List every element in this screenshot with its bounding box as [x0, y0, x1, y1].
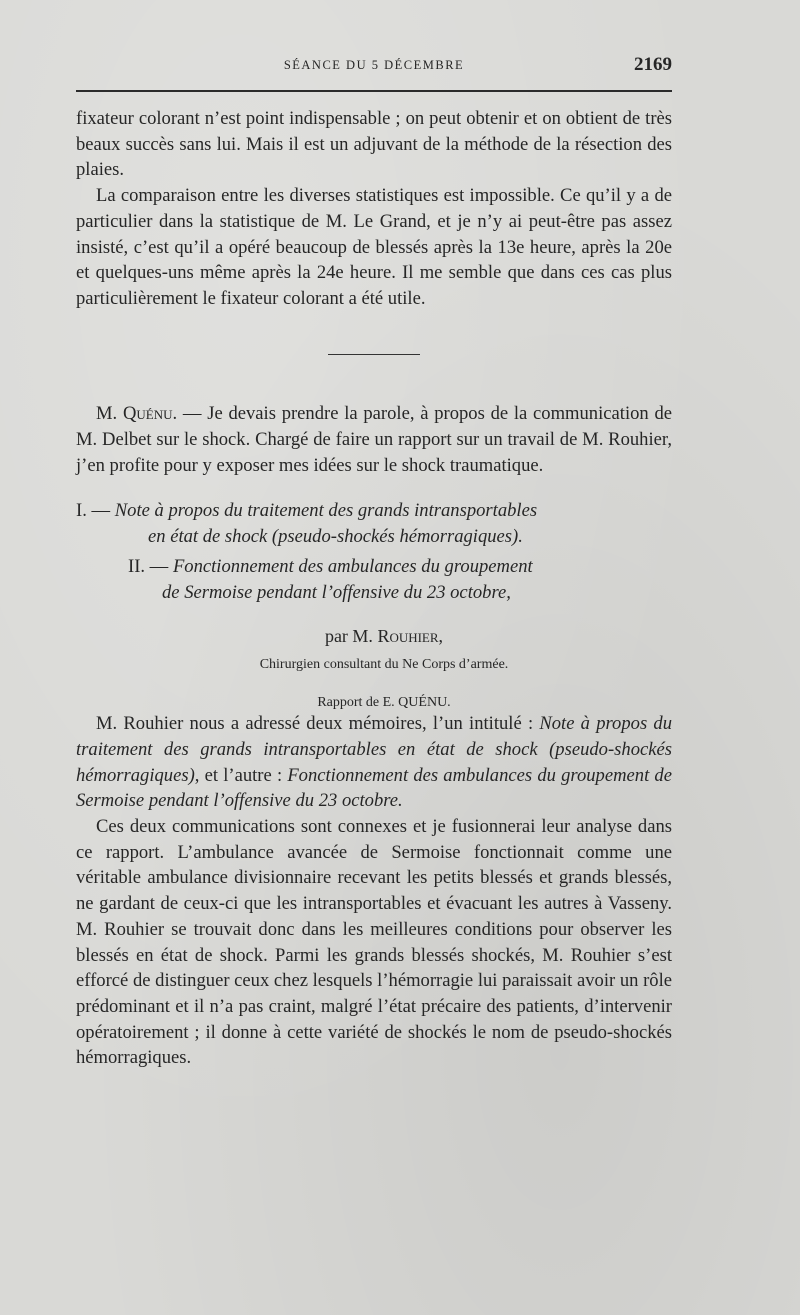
- byline: [76, 626, 672, 647]
- report-p1-title-2: Fonctionnement des ambulances du groupement de Sermoise pendant l’offensive du 23 octobre.: [76, 764, 672, 812]
- title-1-line-1: [76, 498, 672, 524]
- section-separator: [328, 354, 420, 356]
- title-2-text: Fonctionnement des ambulances du groupement: [172, 556, 533, 578]
- title-1-line-2: en état de shock (pseudo-shockés hémorragiques).: [148, 526, 523, 548]
- title-1-text: Note à propos du traitement des grands intransportables: [114, 500, 538, 522]
- title-2-line-2: de Sermoise pendant l’offensive du 23 octobre,: [162, 582, 511, 604]
- quenu-paragraph: [76, 401, 672, 478]
- page-number: 2169: [634, 54, 672, 75]
- intro-paragraph-1: fixateur colorant n’est point indispensable ; on peut obtenir et on obtient de très beaux succès sans lui. Mais il est un adjuvant de la méthode de la résection des plaies.: [76, 108, 672, 181]
- quenu-text: . — Je devais prendre la parole, à propos de la communication de M. Delbet sur le shock. Chargé de faire un rapport sur un travail de M. Rouhier, j’en profite pour y exposer mes idées sur le shock traumatique.: [76, 403, 672, 476]
- title-2-number: II. —: [128, 556, 169, 578]
- header-rule: [76, 90, 672, 92]
- report-p1-title-1: Note à propos du traitement des grands intransportables en état de shock (pseudo-shockés hémorragiques): [76, 713, 672, 786]
- report-titles: [76, 498, 672, 606]
- speaker-name: Quénu: [122, 403, 173, 425]
- byline-author: Rouhier,: [377, 626, 444, 647]
- page: [76, 48, 672, 1071]
- byline-par: par M.: [324, 626, 373, 647]
- report-credit: Rapport de E. QUÉNU.: [317, 695, 451, 711]
- report-paragraph-2: Ces deux communications sont connexes et je fusionnerai leur analyse dans ce rapport. L’ambulance avancée de Sermoise fonctionnait comme une véritable ambulance divisionnaire recevant les petits blessés et grands blessés, ne gardant de ceux-ci que les intransportables et évacuant les autres à Vasseny. M. Rouhier se trouvait donc dans les meilleures conditions pour observer les blessés en état de shock. Parmi les grands blessés shockés, M. Rouhier s’est efforcé de distinguer ceux chez lesquels l’hémorragie lui paraissait avoir un rôle prédominant et il n’a pas craint, malgré l’état précaire des patients, d’intervenir opératoirement ; il donne à cette variété de shockés le nom de pseudo-shockés hémorragiques.: [76, 816, 672, 1069]
- intro-paragraph-2: La comparaison entre les diverses statistiques est impossible. Ce qu’il y a de particulier dans la statistique de M. Le Grand, et je n’y ai peut-être pas assez insisté, c’est qu’il a opéré beaucoup de blessés après la 13e heure, après la 20e et quelques-uns même après la 24e heure. Il me semble que dans ces cas plus particulièrement le fixateur colorant a été utile.: [76, 185, 672, 309]
- report-p1-a: M. Rouhier nous a adressé deux mémoires, l’un intitulé :: [96, 713, 540, 735]
- affiliation: Chirurgien consultant du Ne Corps d’armée.: [259, 657, 509, 673]
- running-title: SÉANCE DU 5 DÉCEMBRE: [283, 58, 465, 72]
- title-1-number: I. —: [76, 500, 111, 522]
- report-p1-c: , et l’autre :: [194, 764, 288, 786]
- running-head: [76, 48, 672, 82]
- speaker-prefix: M.: [96, 403, 118, 425]
- report-paragraph-1: [76, 711, 672, 814]
- title-2-line-1: [128, 554, 672, 580]
